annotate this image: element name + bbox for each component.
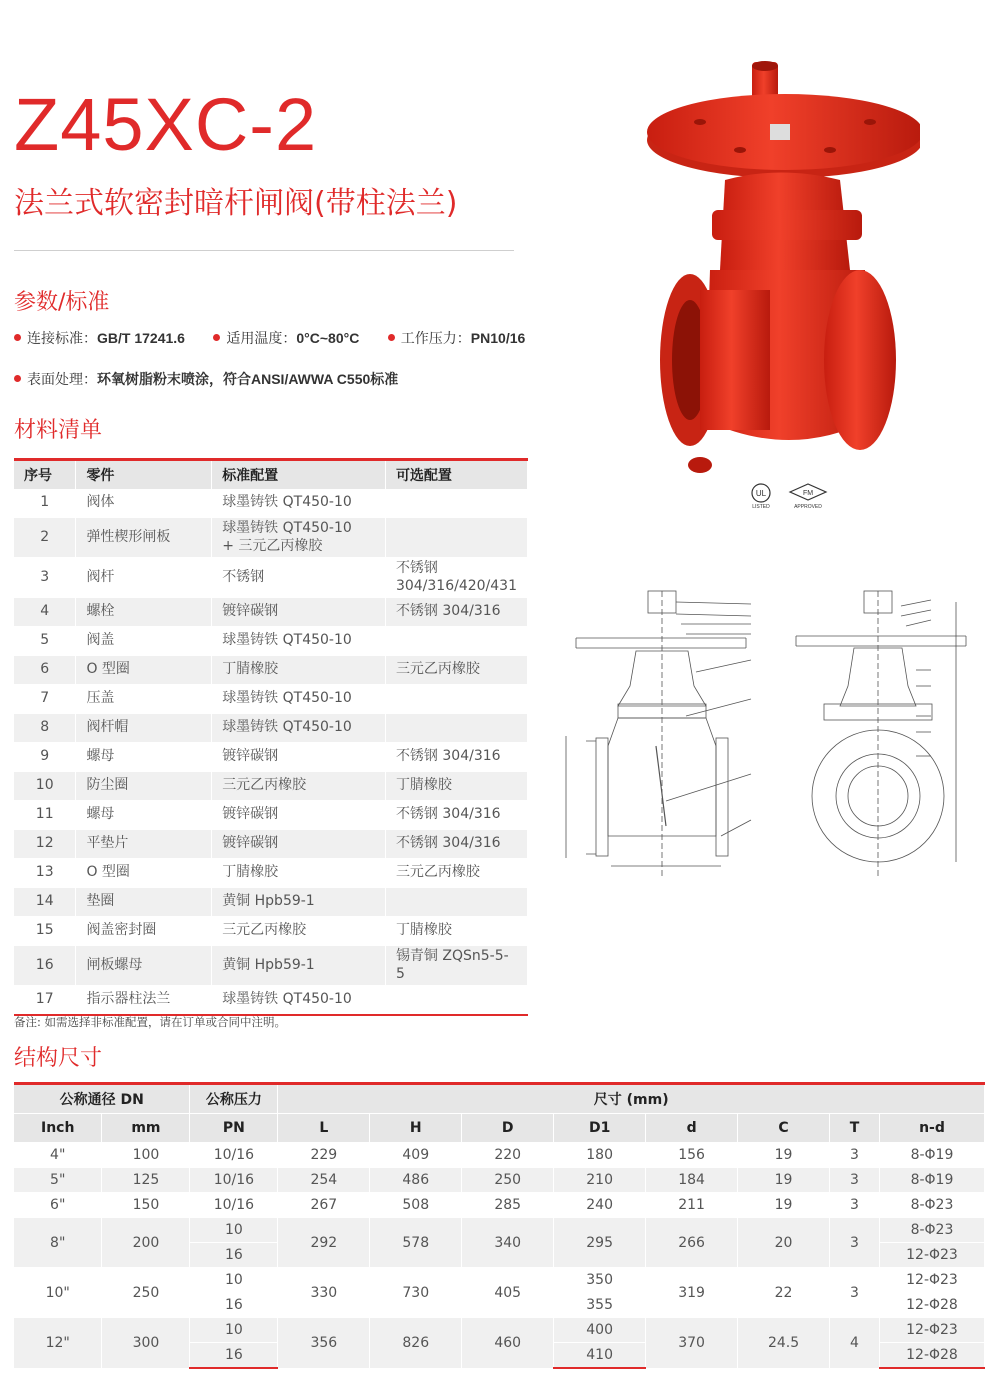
materials-table (14, 458, 528, 1016)
table-cell: 防尘圈 (76, 772, 212, 801)
table-cell: 15 (14, 917, 76, 946)
table-cell: 4 (14, 598, 76, 627)
dim-pn: 10/16 (190, 1143, 278, 1168)
table-cell: 镀锌碳钢 (212, 743, 386, 772)
dim-d1: 350 (554, 1268, 646, 1293)
dim-mm: 300 (102, 1318, 190, 1369)
dim-c: 19 (738, 1193, 830, 1218)
table-cell: 镀锌碳钢 (212, 598, 386, 627)
table-cell (385, 685, 527, 714)
dim-pn: 10 (190, 1268, 278, 1293)
header-size: 尺寸 (mm) (278, 1084, 985, 1114)
dim-t: 3 (830, 1218, 880, 1268)
dimensions-column-header: mm (102, 1114, 190, 1143)
dim-d-outer: 340 (462, 1218, 554, 1268)
dim-c: 19 (738, 1168, 830, 1193)
svg-text:LISTED: LISTED (752, 504, 770, 510)
params-row (14, 328, 549, 348)
table-cell: 螺栓 (76, 598, 212, 627)
dim-d1: 410 (554, 1343, 646, 1369)
bullet-icon (388, 334, 395, 341)
table-row (14, 1168, 985, 1193)
dim-pn: 10/16 (190, 1168, 278, 1193)
dim-t: 3 (830, 1268, 880, 1318)
table-row (14, 743, 528, 772)
dim-h: 508 (370, 1193, 462, 1218)
dim-d1: 240 (554, 1193, 646, 1218)
dim-l: 229 (278, 1143, 370, 1168)
dim-d-inner: 319 (646, 1268, 738, 1318)
dimensions-heading: 结构尺寸 (14, 1046, 103, 1071)
dim-nd: 12-Φ23 (879, 1268, 984, 1293)
dim-inch: 8" (14, 1218, 102, 1268)
bullet-icon (213, 334, 220, 341)
table-cell: 三元乙丙橡胶 (212, 772, 386, 801)
dim-h: 826 (370, 1318, 462, 1369)
dim-c: 22 (738, 1268, 830, 1318)
table-cell: 丁腈橡胶 (385, 917, 527, 946)
table-cell: 阀盖 (76, 627, 212, 656)
dim-h: 578 (370, 1218, 462, 1268)
table-cell: 球墨铸铁 QT450-10 (212, 627, 386, 656)
dim-d-inner: 266 (646, 1218, 738, 1268)
dim-pn: 10/16 (190, 1193, 278, 1218)
dim-pn: 16 (190, 1243, 278, 1268)
table-cell: 丁腈橡胶 (212, 859, 386, 888)
dim-pn: 10 (190, 1318, 278, 1343)
table-cell: 压盖 (76, 685, 212, 714)
table-cell: 丁腈橡胶 (212, 656, 386, 685)
table-cell: 16 (14, 946, 76, 986)
table-cell: O 型圈 (76, 656, 212, 685)
dim-d1: 400 (554, 1318, 646, 1343)
table-cell: 锡青铜 ZQSn5-5-5 (385, 946, 527, 986)
table-cell: 平垫片 (76, 830, 212, 859)
dim-t: 3 (830, 1193, 880, 1218)
dim-mm: 150 (102, 1193, 190, 1218)
dim-mm: 200 (102, 1218, 190, 1268)
table-cell: 9 (14, 743, 76, 772)
dimensions-column-header: D1 (554, 1114, 646, 1143)
materials-column-header: 可选配置 (385, 460, 527, 490)
table-cell: 弹性楔形闸板 (76, 518, 212, 558)
table-cell (385, 489, 527, 518)
table-cell: 球墨铸铁 QT450-10 (212, 489, 386, 518)
dim-c: 24.5 (738, 1318, 830, 1369)
dim-nd: 12-Φ28 (879, 1343, 984, 1369)
dim-h: 730 (370, 1268, 462, 1318)
dim-h: 486 (370, 1168, 462, 1193)
dim-d-outer: 250 (462, 1168, 554, 1193)
table-row (14, 656, 528, 685)
dim-nd: 8-Φ19 (879, 1143, 984, 1168)
materials-heading: 材料清单 (14, 418, 103, 443)
table-cell: 螺母 (76, 801, 212, 830)
materials-column-header: 序号 (14, 460, 76, 490)
header-dn: 公称通径 DN (14, 1084, 190, 1114)
dimensions-column-header: T (830, 1114, 880, 1143)
table-cell: 12 (14, 830, 76, 859)
dim-mm: 125 (102, 1168, 190, 1193)
table-row (14, 888, 528, 917)
dim-l: 267 (278, 1193, 370, 1218)
dim-d-inner: 370 (646, 1318, 738, 1369)
dim-d-outer: 220 (462, 1143, 554, 1168)
table-cell (385, 518, 527, 558)
param-surface: 表面处理：环氧树脂粉末喷涂，符合ANSI/AWWA C550标准 (14, 369, 398, 389)
dim-nd: 8-Φ23 (879, 1218, 984, 1243)
dimensions-sub-header-row (14, 1114, 985, 1143)
ul-listed-logo (740, 482, 782, 510)
table-cell: 三元乙丙橡胶 (212, 917, 386, 946)
table-cell: 不锈钢 (212, 558, 386, 598)
table-cell: 8 (14, 714, 76, 743)
dim-nd: 12-Φ23 (879, 1318, 984, 1343)
table-cell: 球墨铸铁 QT450-10 + 三元乙丙橡胶 (212, 518, 386, 558)
dim-t: 3 (830, 1143, 880, 1168)
dim-pn: 16 (190, 1293, 278, 1318)
table-cell: 1 (14, 489, 76, 518)
dim-t: 4 (830, 1318, 880, 1369)
dimensions-table (14, 1082, 985, 1369)
table-cell: 指示器柱法兰 (76, 986, 212, 1016)
table-row (14, 714, 528, 743)
valve-photo (640, 60, 920, 480)
dim-d1: 295 (554, 1218, 646, 1268)
table-row (14, 917, 528, 946)
table-row (14, 598, 528, 627)
svg-text:FM: FM (802, 490, 814, 497)
product-title: 法兰式软密封暗杆闸阀(带柱法兰) (14, 186, 458, 221)
table-cell: 球墨铸铁 QT450-10 (212, 685, 386, 714)
table-cell: 黄铜 Hpb59-1 (212, 946, 386, 986)
table-row (14, 627, 528, 656)
table-cell: 不锈钢 304/316/420/431 (385, 558, 527, 598)
dimensions-column-header: D (462, 1114, 554, 1143)
table-row (14, 801, 528, 830)
table-row (14, 772, 528, 801)
fm-approved-logo (786, 482, 830, 510)
dim-d1: 180 (554, 1143, 646, 1168)
header-pn: 公称压力 (190, 1084, 278, 1114)
table-cell: 不锈钢 304/316 (385, 743, 527, 772)
table-row (14, 558, 528, 598)
svg-text:APPROVED: APPROVED (794, 504, 822, 510)
dimensions-column-header: PN (190, 1114, 278, 1143)
table-row (14, 489, 528, 518)
bullet-icon (14, 375, 21, 382)
table-cell: 2 (14, 518, 76, 558)
dim-d1: 355 (554, 1293, 646, 1318)
table-cell: 三元乙丙橡胶 (385, 859, 527, 888)
table-cell: 球墨铸铁 QT450-10 (212, 714, 386, 743)
table-cell: 11 (14, 801, 76, 830)
table-row (14, 1143, 985, 1168)
dimensions-column-header: L (278, 1114, 370, 1143)
table-cell: 镀锌碳钢 (212, 801, 386, 830)
table-cell: 不锈钢 304/316 (385, 830, 527, 859)
title-divider (14, 250, 514, 251)
table-cell: 螺母 (76, 743, 212, 772)
table-cell: 13 (14, 859, 76, 888)
table-row (14, 1318, 985, 1343)
dim-d-inner: 184 (646, 1168, 738, 1193)
table-cell: 球墨铸铁 QT450-10 (212, 986, 386, 1016)
dim-mm: 100 (102, 1143, 190, 1168)
dim-inch: 6" (14, 1193, 102, 1218)
svg-text:UL: UL (755, 489, 767, 498)
dimensions-group-header-row (14, 1084, 985, 1114)
dim-nd: 8-Φ19 (879, 1168, 984, 1193)
table-cell: 丁腈橡胶 (385, 772, 527, 801)
table-cell: 阀杆 (76, 558, 212, 598)
model-number: Z45XC-2 (14, 83, 318, 166)
dim-nd: 8-Φ23 (879, 1193, 984, 1218)
dimensions-column-header: Inch (14, 1114, 102, 1143)
dim-inch: 5" (14, 1168, 102, 1193)
dim-inch: 4" (14, 1143, 102, 1168)
table-cell: 7 (14, 685, 76, 714)
bullet-icon (14, 334, 21, 341)
table-cell (385, 714, 527, 743)
param-temperature: 适用温度：0°C~80°C (213, 331, 359, 347)
table-cell (385, 627, 527, 656)
dim-inch: 12" (14, 1318, 102, 1369)
table-cell: 阀盖密封圈 (76, 917, 212, 946)
table-cell: 5 (14, 627, 76, 656)
table-cell: 17 (14, 986, 76, 1016)
dim-c: 19 (738, 1143, 830, 1168)
dim-c: 20 (738, 1218, 830, 1268)
technical-drawing (556, 586, 986, 886)
dim-inch: 10" (14, 1268, 102, 1318)
table-row (14, 830, 528, 859)
dim-pn: 10 (190, 1218, 278, 1243)
table-cell: 垫圈 (76, 888, 212, 917)
table-cell: 不锈钢 304/316 (385, 801, 527, 830)
table-row (14, 986, 528, 1016)
dim-l: 356 (278, 1318, 370, 1369)
dim-d-inner: 211 (646, 1193, 738, 1218)
dim-mm: 250 (102, 1268, 190, 1318)
dim-l: 292 (278, 1218, 370, 1268)
table-cell: 阀体 (76, 489, 212, 518)
table-cell: 闸板螺母 (76, 946, 212, 986)
materials-column-header: 标准配置 (212, 460, 386, 490)
dim-t: 3 (830, 1168, 880, 1193)
table-row (14, 1193, 985, 1218)
table-row (14, 1268, 985, 1293)
param-connection: 连接标准：GB/T 17241.6 (14, 331, 185, 347)
table-row (14, 946, 528, 986)
param-pressure: 工作压力：PN10/16 (388, 331, 525, 347)
dimensions-column-header: d (646, 1114, 738, 1143)
table-row (14, 1218, 985, 1243)
table-cell (385, 888, 527, 917)
materials-note: 备注: 如需选择非标准配置，请在订单或合同中注明。 (14, 1015, 287, 1029)
table-row (14, 518, 528, 558)
dim-nd: 12-Φ23 (879, 1243, 984, 1268)
table-cell: 3 (14, 558, 76, 598)
table-cell: 10 (14, 772, 76, 801)
table-cell: 阀杆帽 (76, 714, 212, 743)
params-heading: 参数/标准 (14, 290, 110, 315)
table-cell: 不锈钢 304/316 (385, 598, 527, 627)
dim-d-outer: 285 (462, 1193, 554, 1218)
dimensions-column-header: H (370, 1114, 462, 1143)
dim-nd: 12-Φ28 (879, 1293, 984, 1318)
dim-h: 409 (370, 1143, 462, 1168)
table-cell: 黄铜 Hpb59-1 (212, 888, 386, 917)
materials-header-row (14, 460, 528, 490)
dim-d-outer: 405 (462, 1268, 554, 1318)
materials-column-header: 零件 (76, 460, 212, 490)
table-cell (385, 986, 527, 1016)
dim-d1: 210 (554, 1168, 646, 1193)
table-cell: 镀锌碳钢 (212, 830, 386, 859)
table-cell: 14 (14, 888, 76, 917)
dim-d-inner: 156 (646, 1143, 738, 1168)
dim-d-outer: 460 (462, 1318, 554, 1369)
table-cell: O 型圈 (76, 859, 212, 888)
table-row (14, 859, 528, 888)
dim-l: 254 (278, 1168, 370, 1193)
dimensions-column-header: C (738, 1114, 830, 1143)
table-cell: 6 (14, 656, 76, 685)
dimensions-column-header: n-d (879, 1114, 984, 1143)
dim-l: 330 (278, 1268, 370, 1318)
table-cell: 三元乙丙橡胶 (385, 656, 527, 685)
dim-pn: 16 (190, 1343, 278, 1369)
table-row (14, 685, 528, 714)
